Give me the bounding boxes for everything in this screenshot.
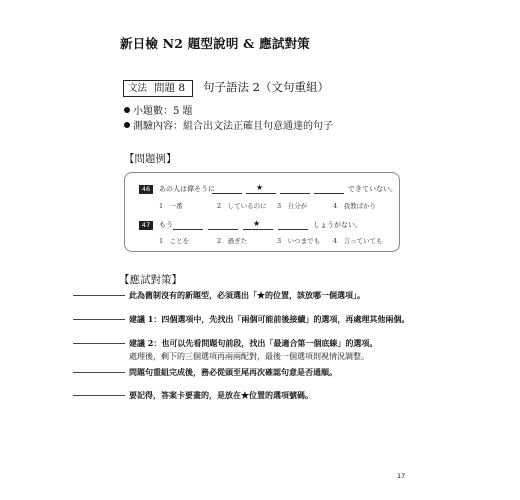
strategy-rule [73, 295, 125, 296]
option-2: 2 過ぎた [217, 237, 248, 245]
section-number: 問題 8 [154, 82, 186, 94]
strategy-item: 問題句重組完成後，務必從頭至尾再次確認句意是否通順。 [129, 367, 337, 377]
bullet-dot-icon [124, 107, 130, 113]
section-category: 文法 [128, 83, 148, 94]
section-label-box [123, 80, 193, 97]
star-icon: ★ [256, 183, 264, 192]
strategy-item: 要記得，答案卡要畫的，是放在★位置的選項號碼。 [129, 390, 313, 400]
strategy-item: 此為舊制沒有的新題型，必須選出「★的位置，該放哪一個選項」。 [129, 290, 365, 300]
option-1: 1 ことを [159, 237, 190, 245]
question-suffix: しょうがない。 [313, 221, 362, 229]
strategy-rule [73, 343, 125, 344]
answer-blank [246, 193, 276, 194]
strategy-rule [73, 372, 125, 373]
answer-blank [278, 229, 308, 230]
example-box [124, 172, 400, 252]
question-number: 47 [139, 221, 153, 230]
section-title: 句子語法 2（文句重組） [203, 80, 329, 94]
strategy-item-continued: 處理後，剩下的三個選項再兩兩配對，最後一個選項則視情況調整。 [129, 352, 369, 361]
option-2: 2 しているのに [217, 202, 267, 210]
option-3: 3 自分が [277, 202, 308, 210]
option-4: 4 言っていても [333, 237, 383, 245]
answer-blank [314, 193, 344, 194]
option-4: 4 我教ばかり [333, 202, 377, 210]
answer-blank [173, 229, 203, 230]
option-1: 1 一番 [159, 202, 183, 210]
answer-blank [280, 193, 310, 194]
answer-blank [212, 193, 242, 194]
strategy-item: 建議 1：四個選項中，先找出「兩個可能前後接續」的選項，再處理其他兩個。 [129, 314, 410, 324]
question-suffix: できていない。 [348, 185, 397, 193]
strategy-item: 建議 2：也可以先看問題句前段，找出「最適合第一個底線」的選項。 [129, 338, 378, 348]
page-number: 17 [397, 472, 406, 480]
strategy-rule [73, 319, 125, 320]
question-prefix: もう [159, 221, 173, 229]
example-heading: 【問題例】 [124, 153, 177, 165]
star-icon: ★ [253, 219, 261, 228]
bullet-dot-icon [124, 122, 130, 128]
strategy-heading: 【應試對策】 [119, 274, 182, 286]
option-3: 3 いつまでも [277, 237, 321, 245]
answer-blank [243, 229, 273, 230]
page-title: 新日檢 N2 題型說明 & 應試對策 [120, 36, 310, 51]
strategy-rule [73, 395, 125, 396]
bullet-question-count: 小題數：5 題 [124, 102, 193, 117]
bullet-test-content: 測驗內容：組合出文法正確且句意通達的句子 [124, 117, 333, 132]
answer-blank [208, 229, 238, 230]
question-number: 46 [139, 185, 153, 194]
question-prefix: あの人は偉そうに [159, 185, 215, 193]
